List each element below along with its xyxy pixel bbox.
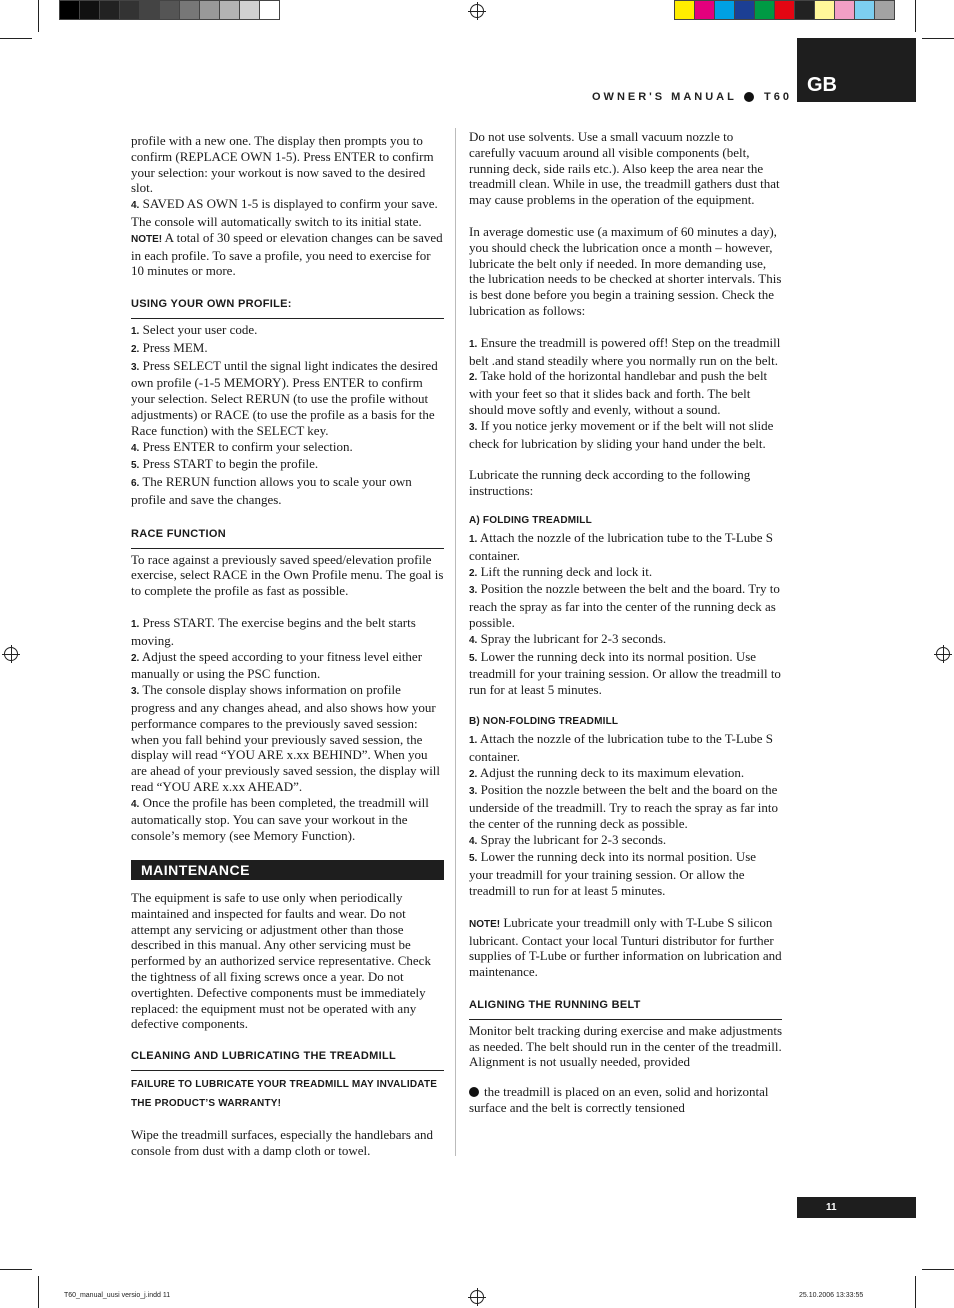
item-number: 3. — [469, 421, 478, 433]
section-heading: ALIGNING THE RUNNING BELT — [469, 998, 782, 1020]
item-number: 3. — [469, 585, 478, 597]
item-number: 1. — [469, 734, 478, 746]
color-swatch — [79, 0, 100, 20]
warranty-warning: FAILURE TO LUBRICATE YOUR TREADMILL MAY INVALIDATE THE PRODUCT’S WARRANTY! — [131, 1079, 438, 1110]
color-swatch — [99, 0, 120, 20]
section-heading: CLEANING AND LUBRICATING THE TREADMILL — [131, 1049, 444, 1071]
note: NOTE! Lubricate your treadmill only with T-Lube S silicon lubricant. Contact your local Tunturi distributor for further supplies of T-Lube or further information on lubrication and maintenance. — [469, 914, 782, 980]
crop-mark — [915, 1276, 916, 1308]
item-number: 2. — [469, 768, 478, 780]
list-item — [131, 474, 444, 508]
section-heading: USING YOUR OWN PROFILE: — [131, 297, 444, 319]
item-text: Once the profile has been completed, the treadmill will automatically stop. You can save your workout in the console’s memory (see Memory Function). — [131, 794, 429, 844]
paragraph: To race against a previously saved speed/elevation profile exercise, select RACE in the Own Profile menu. The goal is to complete the profile as fast as possible. — [131, 551, 444, 599]
list-item — [469, 849, 782, 898]
list-item — [131, 795, 444, 844]
item-number: 1. — [469, 533, 478, 545]
subheading: A) FOLDING TREADMILL — [469, 514, 592, 526]
item-number: 1. — [131, 618, 140, 630]
item-text: Spray the lubricant for 2-3 seconds. — [480, 831, 667, 847]
item-text: Press START to begin the profile. — [142, 456, 319, 472]
paragraph: The equipment is safe to use only when periodically maintained and inspected for faults and wear. Do not attempt any servicing or adjustment other than those described in this manual. Any other servicing must be performed by an authorized service representative. Check the tightness of all fixing screws once a year. Do not overtighten. Defective components must be immediately replaced: the equipment must not be operated with any defective components. — [131, 890, 431, 1032]
item-text: The console display shows information on profile progress and any changes ahead, and also shows how your performance compares to the previously saved session: when you fall behind your previously saved session, the display will read “YOU ARE x.xx BEHIND”. When you are ahead of your previously saved session, the display will read “YOU ARE x.xx AHEAD”. — [131, 682, 441, 794]
item-number: 4. — [131, 798, 140, 810]
item-number: 1. — [131, 325, 140, 337]
color-swatch — [714, 0, 735, 20]
registration-mark-icon — [470, 4, 484, 18]
item-number: 2. — [469, 372, 478, 384]
model-label: T60 — [764, 91, 792, 103]
color-swatch — [239, 0, 260, 20]
list-item — [469, 335, 782, 369]
item-number: 4. — [131, 442, 140, 454]
item-text: Press START. The exercise begins and the belt starts moving. — [131, 614, 416, 648]
note: NOTE! A total of 30 speed or elevation changes can be saved in each profile. To save a profile, you need to exercise for 10 minutes or more. — [131, 229, 443, 279]
list-item — [469, 731, 782, 765]
list-item: 4. SAVED AS OWN 1-5 is displayed to confirm your save. The console will automatically switch to its initial state. — [131, 196, 438, 229]
maintenance-heading-bar: MAINTENANCE — [131, 860, 444, 880]
color-swatch — [674, 0, 695, 20]
crop-mark — [0, 1269, 32, 1270]
color-swatch — [794, 0, 815, 20]
item-number: 5. — [469, 853, 478, 865]
page-number: 11 — [797, 1197, 916, 1218]
color-swatch — [219, 0, 240, 20]
list-item — [469, 649, 782, 698]
list-item — [131, 615, 444, 649]
numbered-list — [469, 530, 782, 698]
crop-mark — [915, 0, 916, 32]
file-slug: T60_manual_uusi versio_j.indd 11 — [64, 1292, 171, 1299]
item-text: Take hold of the horizontal handlebar and push the belt with your feet so that it slides back and forth. The belt should move softly and evenly, without a sound. — [469, 368, 768, 417]
item-number: 5. — [131, 460, 140, 472]
color-swatch — [814, 0, 835, 20]
color-swatch — [259, 0, 280, 20]
color-swatch — [774, 0, 795, 20]
crop-mark — [0, 38, 32, 39]
list-item — [469, 631, 782, 649]
crop-mark — [922, 38, 954, 39]
item-text: Ensure the treadmill is powered off! Step on the treadmill belt .and stand steadily where you normally run on the belt. — [469, 334, 781, 368]
item-text: Lower the running deck into its normal position. Use your treadmill for your training session. Or allow the treadmill to run for at least 5 minutes. — [469, 849, 757, 899]
list-item — [131, 322, 444, 340]
crop-mark — [922, 1269, 954, 1270]
item-text: Position the nozzle between the belt and the board on the underside of the treadmill. Try to reach the spray as far into the center of the running deck as possible. — [469, 782, 779, 831]
color-swatch — [119, 0, 140, 20]
list-item — [131, 358, 444, 439]
paragraph: Lubricate the running deck according to the following instructions: — [469, 467, 751, 499]
bullet-dot-icon — [744, 92, 754, 102]
item-text: Lift the running deck and lock it. — [480, 563, 653, 579]
list-item — [469, 368, 782, 417]
list-item — [131, 340, 444, 358]
language-tab: GB — [797, 38, 916, 102]
color-swatch — [754, 0, 775, 20]
item-text: Press SELECT until the signal light indicates the desired own profile (-1-5 MEMORY). Press ENTER to confirm your selection. Select RERUN (to use the profile without adjustments) or RACE (to use the profile as a basis for the Race function) with the SELECT key. — [131, 357, 438, 438]
registration-mark-icon — [936, 647, 950, 661]
color-swatch — [854, 0, 875, 20]
paragraph: profile with a new one. The display then prompts you to confirm (REPLACE OWN 1-5). Press ENTER to confirm your selection: your workout is now saved to the desired slot. — [131, 133, 434, 196]
crop-mark — [38, 0, 39, 32]
manual-label: OWNER'S MANUAL — [592, 91, 737, 103]
bullet-item: the treadmill is placed on an even, solid and horizontal surface and the belt is correctly tensioned — [469, 1084, 769, 1116]
item-number: 3. — [131, 361, 140, 373]
item-number: 2. — [469, 567, 478, 579]
item-text: Attach the nozzle of the lubrication tube to the T-Lube S container. — [469, 730, 774, 764]
item-text: The RERUN function allows you to scale your own profile and save the changes. — [131, 474, 412, 507]
item-text: If you notice jerky movement or if the belt will not slide check for lubrication by sliding your hand under the belt. — [469, 417, 774, 451]
paragraph: Monitor belt tracking during exercise and make adjustments as needed. The belt should run in the center of the treadmill. Alignment is not usually needed, provided — [469, 1022, 782, 1070]
paragraph: Wipe the treadmill surfaces, especially the handlebars and console from dust with a damp cloth or towel. — [131, 1127, 433, 1158]
item-text: Adjust the running deck to its maximum elevation. — [479, 764, 745, 780]
list-item — [469, 418, 782, 452]
list-item — [469, 530, 782, 564]
item-number: 2. — [131, 652, 140, 664]
section-heading: RACE FUNCTION — [131, 527, 444, 549]
color-swatch — [694, 0, 715, 20]
numbered-list — [469, 335, 782, 452]
crop-mark — [38, 1276, 39, 1308]
item-number: 2. — [131, 343, 140, 355]
registration-mark-icon — [4, 647, 18, 661]
subheading: B) NON-FOLDING TREADMILL — [469, 715, 619, 727]
list-item — [131, 456, 444, 474]
list-item — [131, 682, 444, 795]
registration-mark-icon — [470, 1290, 484, 1304]
color-swatch — [139, 0, 160, 20]
list-item — [469, 782, 782, 831]
color-swatch — [159, 0, 180, 20]
color-swatch — [199, 0, 220, 20]
right-column — [469, 129, 782, 1116]
item-text: Press MEM. — [142, 339, 208, 355]
color-swatch — [874, 0, 895, 20]
item-text: Adjust the speed according to your fitness level either manually or using the PSC function. — [131, 648, 423, 682]
item-number: 6. — [131, 478, 140, 490]
date-slug: 25.10.2006 13:33:55 — [799, 1292, 864, 1299]
item-text: Spray the lubricant for 2-3 seconds. — [480, 630, 667, 646]
item-text: Lower the running deck into its normal position. Use treadmill for your training session. Or allow the treadmill to run for at least 5 minutes. — [469, 648, 781, 698]
item-number: 3. — [469, 786, 478, 798]
list-item — [469, 564, 782, 582]
list-item — [131, 649, 444, 683]
item-text: Press ENTER to confirm your selection. — [142, 438, 353, 454]
item-number: 4. — [469, 634, 478, 646]
paragraph: In average domestic use (a maximum of 60 minutes a day), you should check the lubrication once a month – however, lubricate the belt only if needed. In more demanding use, the lubrication needs to be checked at shorter intervals. This is best done before you begin a training session. Check the lubrication as follows: — [469, 223, 782, 318]
list-item — [131, 439, 444, 457]
color-swatch — [59, 0, 80, 20]
paragraph: Do not use solvents. Use a small vacuum nozzle to carefully vacuum around all visible components (belt, running deck, side rails etc.). Also keep the area near the treadmill clean. While in use, the treadmill gathers dust that may cause problems in the operation of the equipment. — [469, 129, 780, 208]
left-column — [131, 133, 444, 1159]
list-item — [469, 765, 782, 783]
item-text: Select your user code. — [142, 321, 258, 337]
numbered-list — [131, 322, 444, 508]
list-item — [469, 581, 782, 630]
column-divider — [455, 128, 456, 1156]
list-item — [469, 832, 782, 850]
item-number: 3. — [131, 686, 140, 698]
color-swatch — [834, 0, 855, 20]
numbered-list — [131, 615, 444, 844]
bullet-dot-icon — [469, 1087, 479, 1097]
item-number: 5. — [469, 652, 478, 664]
item-number: 4. — [469, 835, 478, 847]
item-number: 1. — [469, 338, 478, 350]
color-swatch — [179, 0, 200, 20]
item-text: Attach the nozzle of the lubrication tube to the T-Lube S container. — [469, 529, 774, 563]
numbered-list — [469, 731, 782, 899]
item-text: Position the nozzle between the belt and the board. Try to reach the spray as far into the center of the running deck as possible. — [469, 581, 780, 630]
color-swatch — [734, 0, 755, 20]
